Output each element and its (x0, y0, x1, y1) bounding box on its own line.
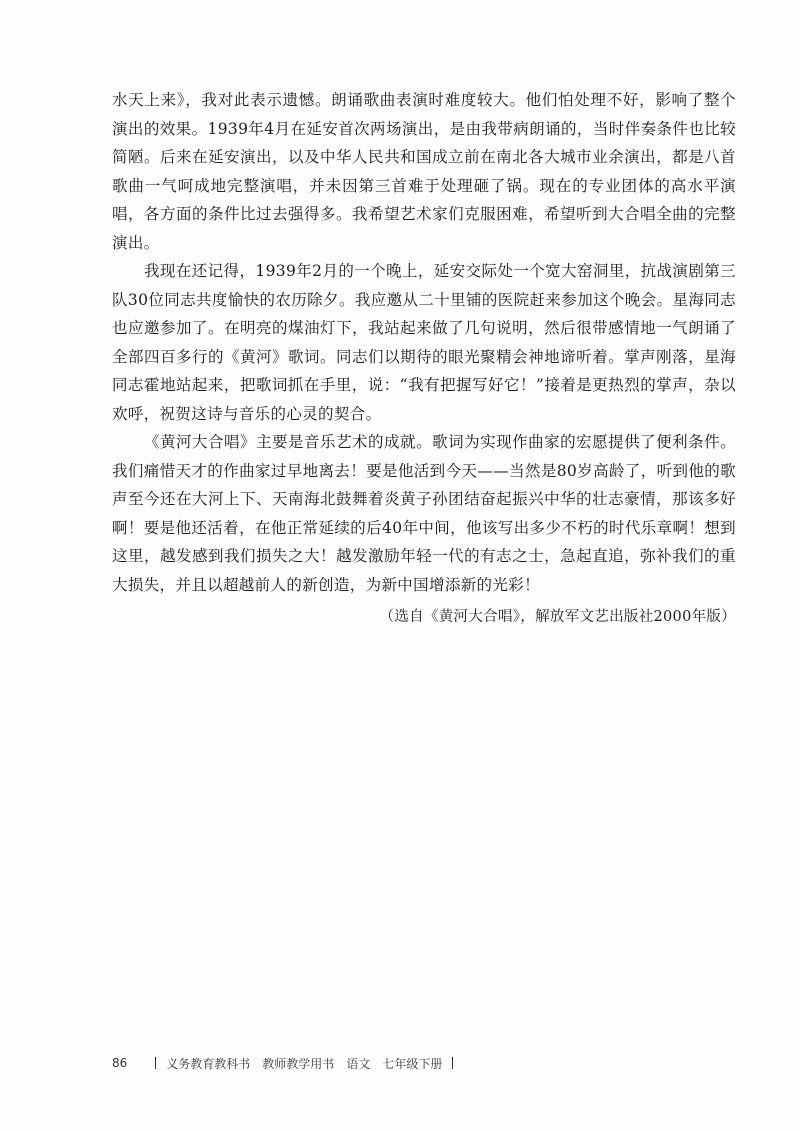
grade: 七年级下册 (382, 1056, 443, 1071)
paragraph-continued: 水天上来》，我对此表示遗憾。朗诵歌曲表演时难度较大。他们怕处理不好，影响了整个演出的效果。1939年4月在延安首次两场演出，是由我带病朗诵的，当时伴奏条件也比较简陋。后来在延安演出，以及中华人民共和国成立前在南北各大城市业余演出，都是八首歌曲一气呵成地完整演唱，并未因第三首难于处理砸了锅。现在的专业团体的高水平演唱，各方面的条件比过去强得多。我希望艺术家们克服困难，希望听到大合唱全曲的完整演出。 (112, 91, 736, 252)
subject: 语文 (346, 1056, 371, 1071)
page-footer (112, 1053, 463, 1073)
footer-divider (155, 1057, 156, 1069)
book-series: 义务教育教科书 (166, 1056, 251, 1071)
footer-divider-end (452, 1057, 453, 1069)
source-citation: （选自《黄河大合唱》，解放军文艺出版社2000年版） (379, 609, 736, 625)
paragraph-memory: 我现在还记得，1939年2月的一个晚上，延安交际处一个宽大窑洞里，抗战演剧第三队30位同志共度愉快的农历除夕。我应邀从二十里铺的医院赶来参加这个晚会。星海同志也应邀参加了。在明亮的煤油灯下，我站起来做了几句说明，然后很带感情地一气朗诵了全部四百多行的《黄河》歌词。同志们以期待的眼光聚精会神地谛听着。掌声刚落，星海同志霍地站起来，把歌词抓在手里，说：“我有把握写好它！”接着是更热烈的掌声，杂以欢呼，祝贺这诗与音乐的心灵的契合。 (112, 262, 736, 423)
book-type: 教师教学用书 (262, 1056, 335, 1071)
page-number: 86 (112, 1056, 128, 1070)
paragraph-conclusion: 《黄河大合唱》主要是音乐艺术的成就。歌词为实现作曲家的宏愿提供了便利条件。我们痛惜天才的作曲家过早地离去！要是他活到今天——当然是80岁高龄了，听到他的歌声至今还在大河上下、天南海北鼓舞着炎黄子孙团结奋起振兴中华的壮志豪情，那该多好啊！要是他还活着，在他正常延续的后40年中间，他该写出多少不朽的时代乐章啊！想到这里，越发感到我们损失之大！越发激励年轻一代的有志之士，急起直追，弥补我们的重大损失，并且以超越前人的新创造，为新中国增添新的光彩！ (112, 433, 736, 594)
article-body (112, 86, 736, 631)
